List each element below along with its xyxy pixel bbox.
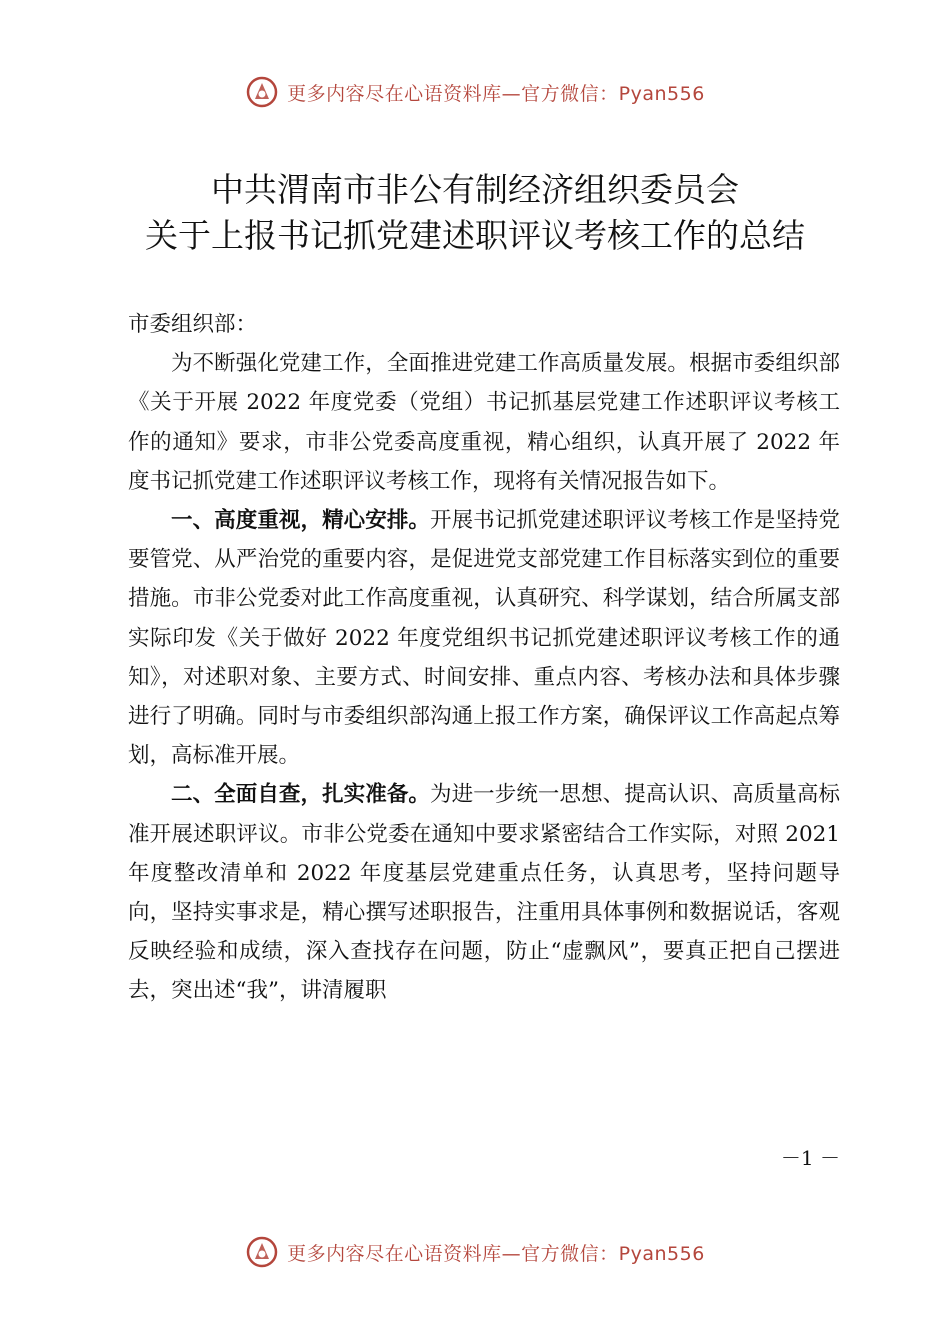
- document-title-line1: 中共渭南市非公有制经济组织委员会: [211, 170, 739, 209]
- watermark-text: 更多内容尽在心语资料库—官方微信：Pyan556: [287, 82, 705, 105]
- intro-paragraph: 为不断强化党建工作，全面推进党建工作高质量发展。根据市委组织部《关于开展 2022 年度党委（党组）书记抓基层党建工作述职评议考核工作的通知》要求，市非公党委高度重视，精心组织，认真开展了 2022 年度书记抓党建工作述职评议考核工作，现将有关情况报告如下。: [128, 351, 840, 494]
- section-1-heading: 一、高度重视，精心安排。: [171, 508, 430, 534]
- page-number: －1 －: [780, 1146, 840, 1170]
- watermark-text: 更多内容尽在心语资料库—官方微信：Pyan556: [287, 1242, 705, 1265]
- logo-icon: [245, 1235, 279, 1269]
- section-2-heading: 二、全面自查，扎实准备。: [171, 782, 430, 808]
- watermark-header: [0, 72, 950, 112]
- section-2-text: 为进一步统一思想、提高认识、高质量高标准开展述职评议。市非公党委在通知中要求紧密结合工作实际，对照 2021 年度整改清单和 2022 年度基层党建重点任务，认真思考，坚持问题导向，坚持实事求是，精心撰写述职报告，注重用具体事例和数据说话，客观反映经验和成绩，深入查找存在问题，防止“虚飘风”，要真正把自己摆进去，突出述“我”，讲清履职: [128, 782, 840, 1004]
- document-body: [128, 305, 840, 1011]
- document-title-line2: 关于上报书记抓党建述职评议考核工作的总结: [145, 216, 805, 255]
- watermark-footer: [0, 1232, 950, 1272]
- logo-icon: [245, 75, 279, 109]
- section-2-paragraph: [128, 775, 840, 1010]
- salutation: 市委组织部：: [128, 312, 258, 337]
- section-1-paragraph: [128, 501, 840, 775]
- section-1-text: 开展书记抓党建述职评议考核工作是坚持党要管党、从严治党的重要内容，是促进党支部党建工作目标落实到位的重要措施。市非公党委对此工作高度重视，认真研究、科学谋划，结合所属支部实际印发《关于做好 2022 年度党组织书记抓党建述职评议考核工作的通知》，对述职对象、主要方式、时间安排、重点内容、考核办法和具体步骤进行了明确。同时与市委组织部沟通上报工作方案，确保评议工作高起点筹划，高标准开展。: [128, 508, 840, 769]
